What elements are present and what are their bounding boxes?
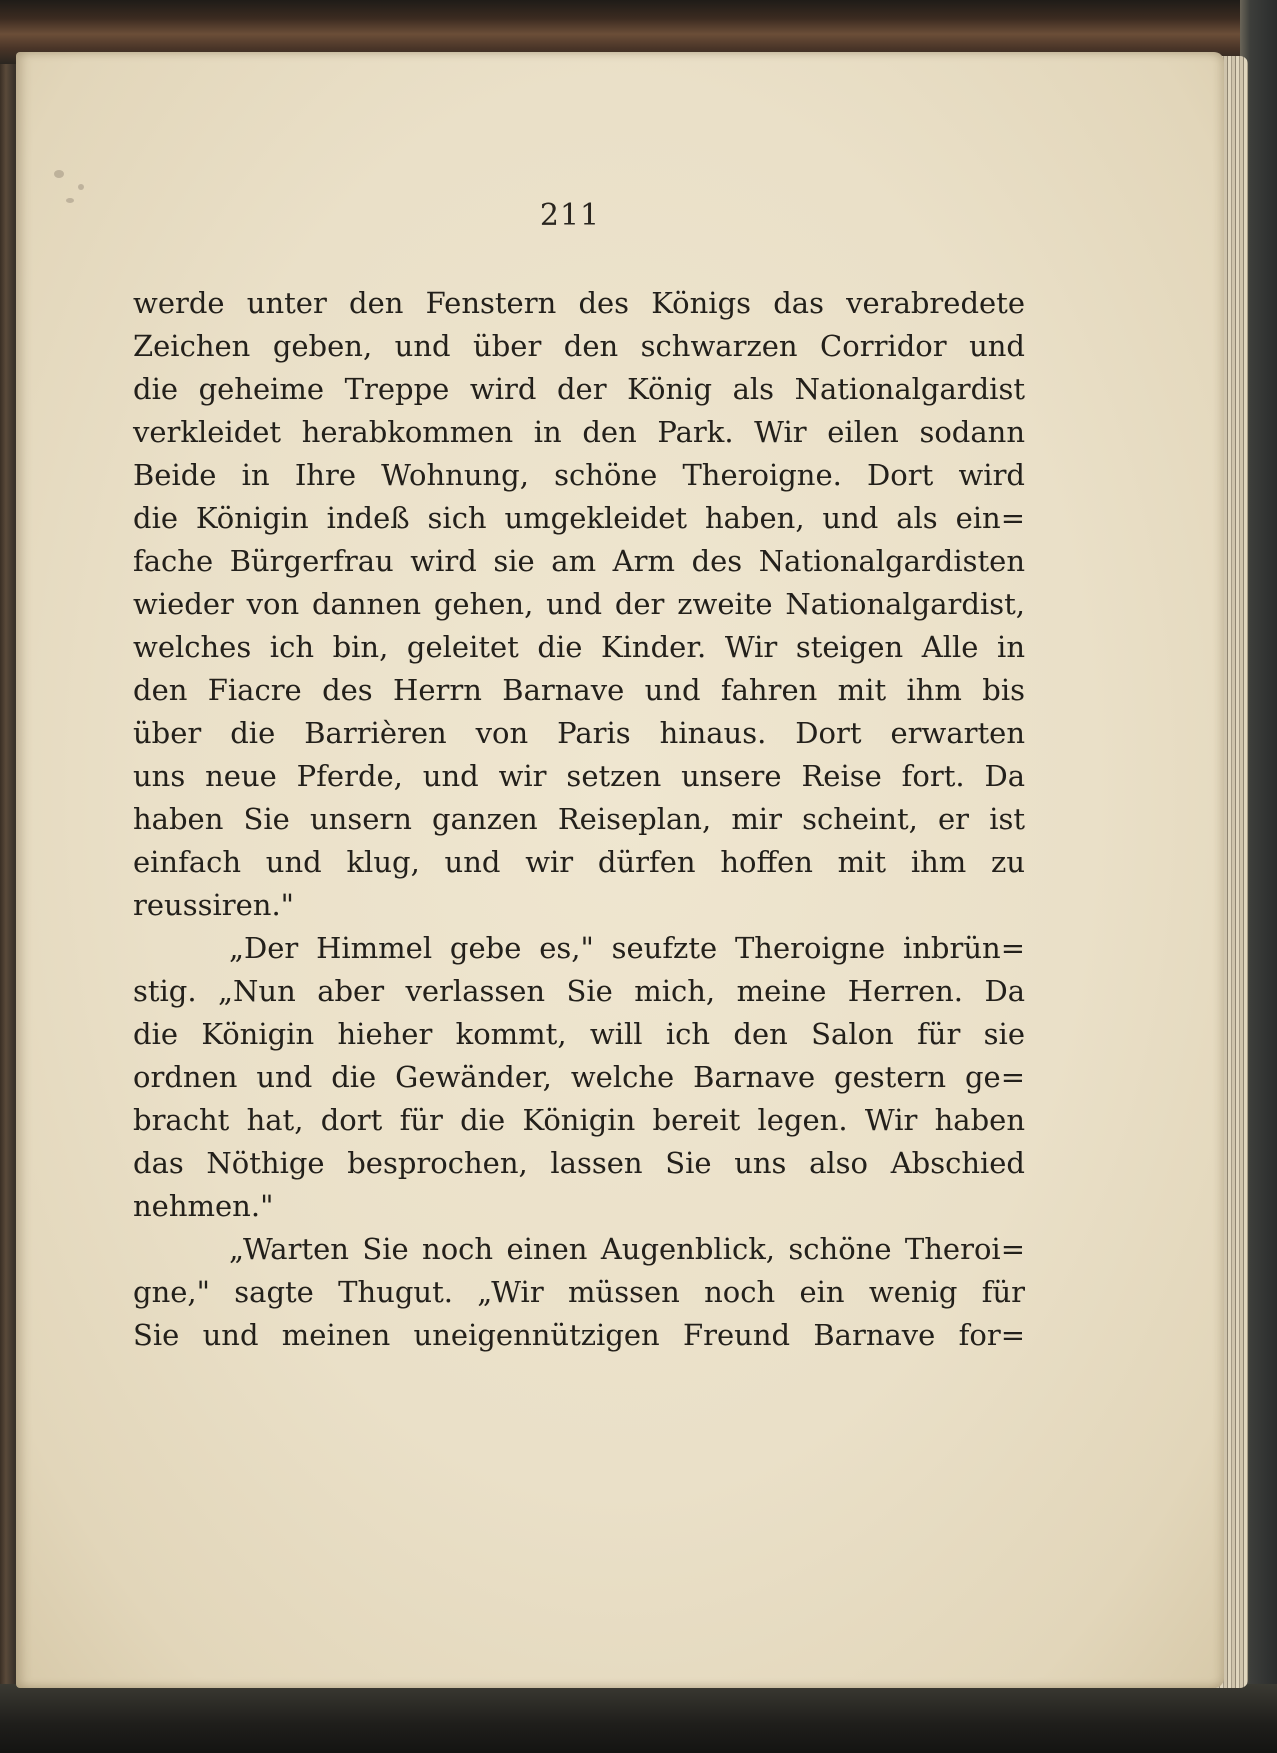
text-line: welches ich bin, geleitet die Kinder. Wir steigen Alle in	[133, 630, 1025, 664]
text-line: über die Barrièren von Paris hinaus. Dort erwarten	[133, 716, 1025, 750]
book-cover-bottom-edge	[0, 1684, 1277, 1753]
text-line: werde unter den Fenstern des Königs das verabredete	[133, 286, 1025, 320]
text-line: Sie und meinen uneigennützigen Freund Barnave for=	[133, 1318, 1025, 1352]
text-line: uns neue Pferde, und wir setzen unsere Reise fort. Da	[133, 759, 1025, 793]
text-line-paragraph-start: „Warten Sie noch einen Augenblick, schöne Theroi=	[229, 1232, 1025, 1266]
text-line: den Fiacre des Herrn Barnave und fahren mit ihm bis	[133, 673, 1025, 707]
text-line: gne," sagte Thugut. „Wir müssen noch ein wenig für	[133, 1275, 1025, 1309]
text-line: verkleidet herabkommen in den Park. Wir eilen sodann	[133, 415, 1025, 449]
text-line: Zeichen geben, und über den schwarzen Corridor und	[133, 329, 1025, 363]
paper-fleck	[66, 198, 74, 203]
text-line: stig. „Nun aber verlassen Sie mich, meine Herren. Da	[133, 974, 1025, 1008]
page-number: 211	[539, 198, 601, 233]
text-line: einfach und klug, und wir dürfen hoffen mit ihm zu	[133, 845, 1025, 879]
paper-fleck	[54, 170, 64, 178]
paper-fleck	[78, 184, 84, 190]
body-text	[133, 282, 1025, 1357]
text-line: bracht hat, dort für die Königin bereit legen. Wir haben	[133, 1103, 1025, 1137]
text-line: ordnen und die Gewänder, welche Barnave gestern ge=	[133, 1060, 1025, 1094]
text-line: Beide in Ihre Wohnung, schöne Theroigne. Dort wird	[133, 458, 1025, 492]
text-line: die Königin indeß sich umgekleidet haben, und als ein=	[133, 501, 1025, 535]
text-line: das Nöthige besprochen, lassen Sie uns also Abschied	[133, 1146, 1025, 1180]
text-line-paragraph-start: „Der Himmel gebe es," seufzte Theroigne inbrün=	[229, 931, 1025, 965]
text-line: fache Bürgerfrau wird sie am Arm des Nationalgardisten	[133, 544, 1025, 578]
text-line: die geheime Treppe wird der König als Nationalgardist	[133, 372, 1025, 406]
text-line: die Königin hieher kommt, will ich den Salon für sie	[133, 1017, 1025, 1051]
text-line: wieder von dannen gehen, und der zweite Nationalgardist,	[133, 587, 1025, 621]
text-line-paragraph-end: nehmen."	[133, 1189, 274, 1223]
text-line: haben Sie unsern ganzen Reiseplan, mir scheint, er ist	[133, 802, 1025, 836]
text-line-paragraph-end: reussiren."	[133, 888, 295, 922]
